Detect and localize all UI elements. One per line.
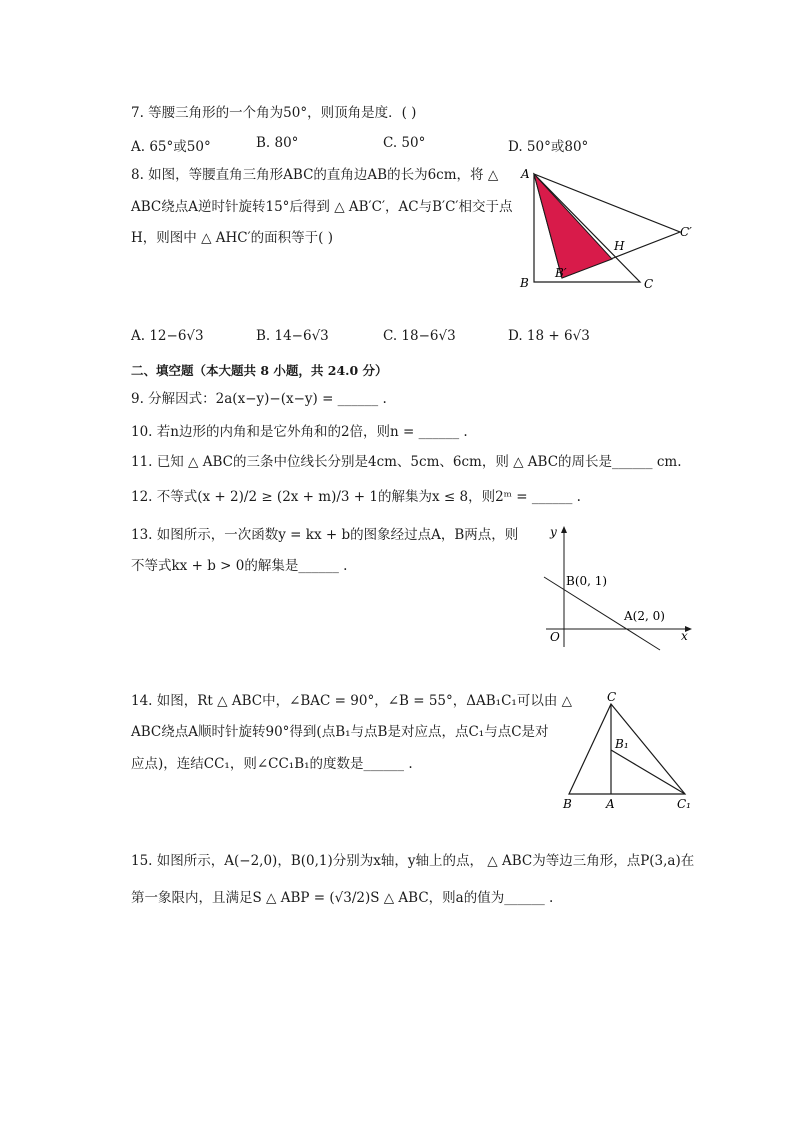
q15-line2: 第一象限内，且满足S △ ABP = (√3/2)S △ ABC，则a的值为______ . [131,890,554,906]
q12-text: 12. 不等式(x + 2)/2 ≥ (2x + m)/3 + 1的解集为x ≤ 8，则2ᵐ = ______ . [131,489,581,505]
q11-text: 11. 已知 △ ABC的三条中位线长分别是4cm、5cm、6cm，则 △ ABC的周长是______ cm. [131,454,682,470]
label-c1: C₁ [677,797,691,811]
q8-figure [510,162,700,292]
label-b: B [520,276,529,290]
q7-text: 7. 等腰三角形的一个角为50°，则顶角是度．( ) [131,105,417,121]
q14-line2: ABC绕点A顺时针旋转90°得到(点B₁与点B是对应点，点C₁与点C是对 [131,724,549,740]
section-title: 二、填空题（本大题共 8 小题，共 24.0 分） [131,363,388,378]
label-x: x [681,629,688,643]
label-b: B [563,797,572,811]
q8-line2: ABC绕点A逆时针旋转15°后得到 △ AB′C′，AC与B′C′相交于点 [131,199,513,215]
q13-line2: 不等式kx + b > 0的解集是______ . [131,558,348,574]
label-point-b: B(0, 1) [566,574,608,588]
q13-figure [538,522,698,652]
label-c: C [607,690,617,704]
q13-line1: 13. 如图所示，一次函数y = kx + b的图象经过点A，B两点，则 [131,527,519,543]
label-a: A [521,167,530,181]
label-a: A [606,797,615,811]
q14-line1: 14. 如图，Rt △ ABC中，∠BAC = 90°，∠B = 55°，ΔAB₁C₁可以由 △ [131,693,572,709]
segment-b1c1 [611,750,685,794]
label-c: C [644,277,654,291]
q8-option-b: B. 14−6√3 [256,328,329,344]
q8-line1: 8. 如图，等腰直角三角形ABC的直角边AB的长为6cm，将 △ [131,167,499,183]
q8-option-d: D. 18 + 6√3 [508,328,590,344]
label-b1: B₁ [615,737,629,751]
q7-option-d: D. 50°或80° [508,139,589,155]
label-point-a: A(2, 0) [624,609,665,623]
label-b-prime: B′ [555,266,567,280]
q7-option-b: B. 80° [256,135,299,151]
q8-option-a: A. 12−6√3 [131,328,204,344]
q15-line1: 15. 如图所示，A(−2,0)，B(0,1)分别为x轴，y轴上的点， △ ABC为等边三角形，点P(3,a)在 [131,853,695,869]
q7-option-a: A. 65°或50° [131,139,211,155]
q14-line3: 应点)，连结CC₁，则∠CC₁B₁的度数是______ . [131,756,413,772]
q8-option-c: C. 18−6√3 [383,328,456,344]
y-arrow [561,526,567,533]
q9-text: 9. 分解因式：2a(x−y)−(x−y) = ______ . [131,391,387,407]
q14-figure [555,690,700,812]
label-y: y [550,525,557,539]
label-o: O [550,630,560,644]
q10-text: 10. 若n边形的内角和是它外角和的2倍，则n = ______ . [131,424,468,440]
label-c-prime: C′ [680,225,692,239]
label-h: H [614,239,625,253]
q7-option-c: C. 50° [383,135,426,151]
q8-line3: H，则图中 △ AHC′的面积等于( ) [131,230,333,246]
